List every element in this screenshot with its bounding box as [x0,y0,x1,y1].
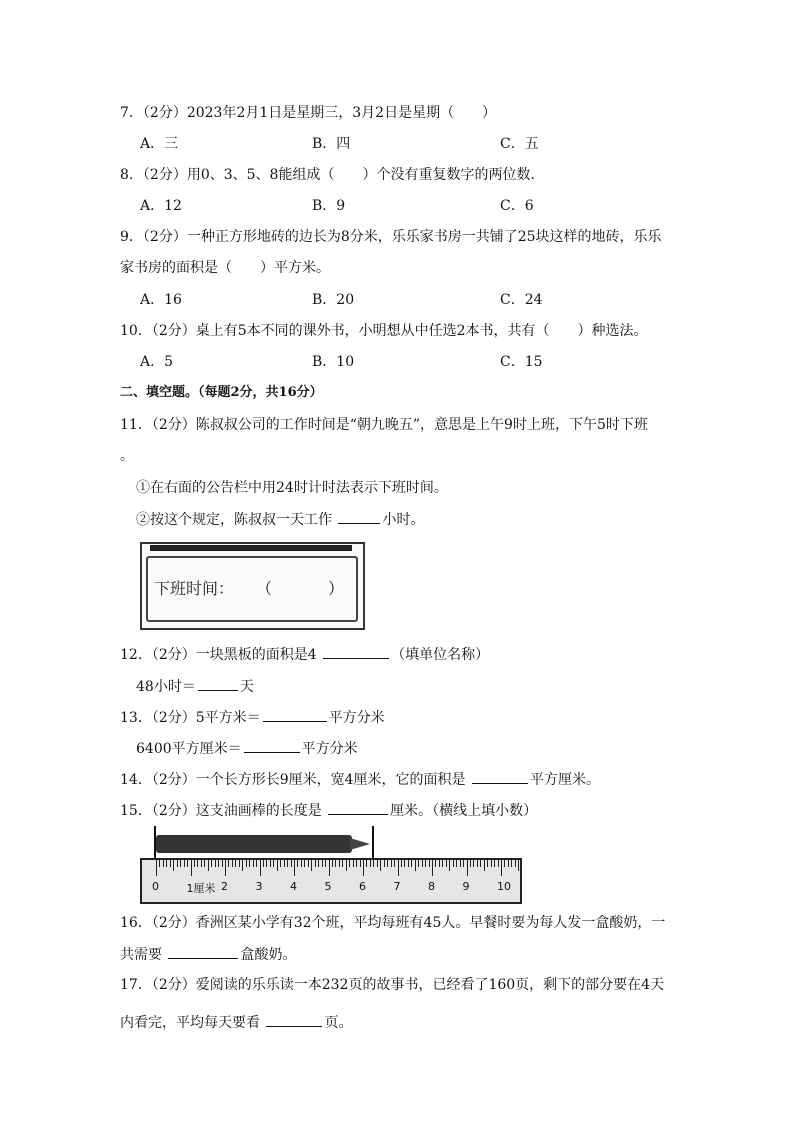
ruler-tick [270,860,271,867]
ruler-tick [425,860,426,867]
ruler-tick [366,860,367,867]
ruler-tick [325,860,326,867]
answer-blank[interactable] [328,800,388,815]
question-12-line1 [120,644,489,665]
ruler-tick [484,860,485,871]
ruler-tick [480,860,481,867]
ruler-tick [260,860,261,876]
question-16-line2-post: 盒酸奶。 [240,947,297,963]
question-11-sub2 [136,509,424,530]
ruler-tick [304,860,305,867]
ruler-tick [170,860,171,867]
question-16-line2-pre: 共需要 [120,947,167,963]
ruler-tick [432,860,433,876]
ruler-label: 10 [497,880,511,893]
question-13-line2 [136,738,358,759]
answer-blank[interactable] [198,676,238,691]
ruler-tick [363,860,364,876]
ruler-tick [429,860,430,867]
q7-option-a: A．三 [140,136,179,152]
answer-blank[interactable] [266,1012,322,1027]
question-8-stem: 8．（2分）用0、3、5、8能组成（ ）个没有重复数字的两位数． [120,167,545,183]
ruler-tick [159,860,160,867]
question-13-line1-post: 平方分米 [328,710,385,726]
ruler-tick [487,860,488,867]
question-9-stem-line2: 家书房的面积是（ ）平方米。 [120,260,330,276]
ruler-tick [404,860,405,867]
ruler-tick [473,860,474,867]
ruler-tick [401,860,402,867]
ruler-tick [463,860,464,867]
q8-option-b: B．9 [312,198,346,214]
ruler-label: 5 [324,880,332,893]
question-15-post: 厘米。（横线上填小数） [390,803,538,819]
ruler-tick [204,860,205,867]
ruler-tick [215,860,216,867]
ruler-tick [239,860,240,867]
ruler-tick [322,860,323,867]
ruler-tick [418,860,419,867]
ruler-tick [411,860,412,867]
ruler-tick [342,860,343,867]
ruler-tick [494,860,495,867]
measure-line-left [154,826,156,860]
ruler-tick [191,860,192,876]
ruler-tick [232,860,233,867]
ruler-tick [435,860,436,867]
ruler-tick [349,860,350,867]
q10-option-b: B．10 [312,354,355,370]
question-17-line1: 17．（2分）爱阅读的乐乐读一本232页的故事书，已经看了160页，剩下的部分要在4天 [120,977,665,993]
ruler-tick [360,860,361,867]
ruler-label: 8 [428,880,435,893]
answer-blank[interactable] [244,738,300,753]
ruler-tick [387,860,388,867]
ruler-tick [294,860,295,876]
board-label: 下班时间： [154,579,235,598]
ruler-label: 3 [255,880,263,893]
question-7-stem: 7．（2分）2023年2月1日是星期三，3月2日是星期（ ） [120,105,497,121]
q10-option-c: C．15 [500,354,543,370]
ruler-tick [415,860,416,871]
ruler-tick [456,860,457,867]
ruler-tick [197,860,198,867]
ruler-tick [449,860,450,871]
ruler-tick [498,860,499,867]
ruler-tick [353,860,354,867]
ruler-tick [291,860,292,867]
ruler [140,858,522,904]
ruler-tick [315,860,316,867]
ruler-tick [394,860,395,867]
ruler-label: 4 [290,880,297,893]
q9-option-b: B．20 [312,292,355,308]
ruler-label: 7 [393,880,401,893]
ruler-tick [346,860,347,871]
ruler-tick [287,860,288,867]
question-11-line2: 。 [120,448,134,464]
ruler-tick [356,860,357,867]
ruler-tick [329,860,330,876]
question-14-post: 平方厘米。 [530,772,600,788]
question-17-line2 [120,1012,352,1033]
q10-option-a: A．5 [140,354,174,370]
ruler-tick [242,860,243,871]
question-12-line2-post: 天 [239,679,254,695]
ruler-tick [446,860,447,867]
ruler-tick [508,860,509,867]
ruler-tick [194,860,195,867]
ruler-tick [228,860,229,867]
question-9-stem-line1: 9．（2分）一种正方形地砖的边长为8分米，乐乐家书房一共铺了25块这样的地砖，乐乐 [120,229,662,245]
ruler-tick [470,860,471,867]
ruler-label: 1厘米 [186,882,216,895]
question-12-line1-pre: 12．（2分）一块黑板的面积是4 [120,647,322,663]
ruler-label: 2 [221,880,228,893]
ruler-label: 9 [462,880,470,893]
board-header-bar [150,545,352,551]
question-13-line2-pre: 6400平方厘米＝ [136,741,242,757]
ruler-tick [460,860,461,867]
ruler-tick [308,860,309,867]
ruler-tick [249,860,250,867]
question-10-stem: 10．（2分）桌上有5本不同的课外书，小明想从中任选2本书，共有（ ）种选法。 [120,323,648,339]
measure-line-right [372,826,374,860]
ruler-tick [284,860,285,867]
ruler-tick [211,860,212,867]
ruler-tick [263,860,264,867]
ruler-tick [273,860,274,867]
ruler-tick [501,860,502,876]
q8-option-a: A．12 [140,198,182,214]
answer-blank[interactable] [338,509,380,524]
board-paren-left: （ [256,579,273,598]
ruler-tick [339,860,340,867]
crayon-body [156,835,352,853]
ruler-tick [422,860,423,867]
ruler-tick [180,860,181,867]
ruler-tick [301,860,302,867]
ruler-tick [491,860,492,867]
answer-blank[interactable] [472,769,528,784]
ruler-tick [163,860,164,867]
question-12-line1-post: （填单位名称） [391,647,490,663]
q9-option-a: A．16 [140,292,182,308]
ruler-tick [184,860,185,867]
question-16-line2 [120,944,296,965]
ruler-tick [518,860,519,871]
question-12-line2 [136,676,254,697]
ruler-tick [266,860,267,867]
section-heading: 二、填空题。（每题2分，共16分） [120,385,323,400]
ruler-tick [280,860,281,867]
ruler-figure [140,826,522,902]
crayon-tip [350,838,370,850]
ruler-tick [253,860,254,867]
ruler-tick [442,860,443,867]
question-11-line1: 11．（2分）陈叔叔公司的工作时间是“朝九晚五”，意思是上午9时上班，下午5时下班 [120,417,648,433]
ruler-tick [467,860,468,876]
ruler-tick [246,860,247,867]
question-11-sub1: ①在右面的公告栏中用24时计时法表示下班时间。 [136,480,448,496]
question-13-line2-post: 平方分米 [301,741,358,757]
ruler-tick [398,860,399,876]
question-12-line2-pre: 48小时＝ [136,679,196,695]
ruler-tick [515,860,516,867]
question-11-sub2-pre: ②按这个规定，陈叔叔一天工作 [136,512,337,528]
question-13-line1 [120,707,385,728]
ruler-tick [235,860,236,867]
ruler-tick [297,860,298,867]
q8-option-c: C．6 [500,198,534,214]
question-14-pre: 14．（2分）一个长方形长9厘米，宽4厘米，它的面积是 [120,772,470,788]
ruler-tick [222,860,223,867]
answer-blank[interactable] [263,707,327,722]
answer-blank[interactable] [168,944,238,959]
question-11-sub2-post: 小时。 [382,512,425,528]
ruler-tick [504,860,505,867]
ruler-tick [256,860,257,867]
ruler-tick [408,860,409,867]
q7-option-c: C．五 [500,136,539,152]
board-paren-right: ） [328,579,345,598]
question-16-line1: 16．（2分）香洲区某小学有32个班，平均每班有45人。早餐时要为每人发一盒酸奶，一 [120,915,666,931]
ruler-tick [177,860,178,867]
ruler-tick [373,860,374,867]
question-15-pre: 15．（2分）这支油画棒的长度是 [120,803,327,819]
ruler-tick [173,860,174,871]
ruler-label: 0 [152,880,159,893]
ruler-tick [311,860,312,871]
ruler-tick [453,860,454,867]
ruler-tick [391,860,392,867]
answer-blank[interactable] [323,644,389,659]
ruler-label: 6 [359,880,366,893]
ruler-tick [201,860,202,867]
ruler-tick [335,860,336,867]
ruler-tick [370,860,371,867]
ruler-tick [439,860,440,867]
bulletin-board [140,542,365,630]
ruler-tick [208,860,209,871]
ruler-tick [225,860,226,876]
ruler-tick [332,860,333,867]
ruler-tick [218,860,219,867]
question-17-line2-post: 页。 [324,1015,353,1031]
q7-option-b: B．四 [312,136,351,152]
question-13-line1-pre: 13．（2分）5平方米＝ [120,710,261,726]
question-15 [120,800,537,821]
q9-option-c: C．24 [500,292,543,308]
ruler-tick [187,860,188,867]
ruler-tick [156,860,157,876]
ruler-tick [166,860,167,867]
ruler-tick [384,860,385,867]
question-14 [120,769,600,790]
ruler-tick [380,860,381,871]
question-17-line2-pre: 内看完，平均每天要看 [120,1015,265,1031]
ruler-tick [377,860,378,867]
ruler-tick [277,860,278,871]
ruler-tick [511,860,512,867]
ruler-tick [318,860,319,867]
ruler-tick [477,860,478,867]
